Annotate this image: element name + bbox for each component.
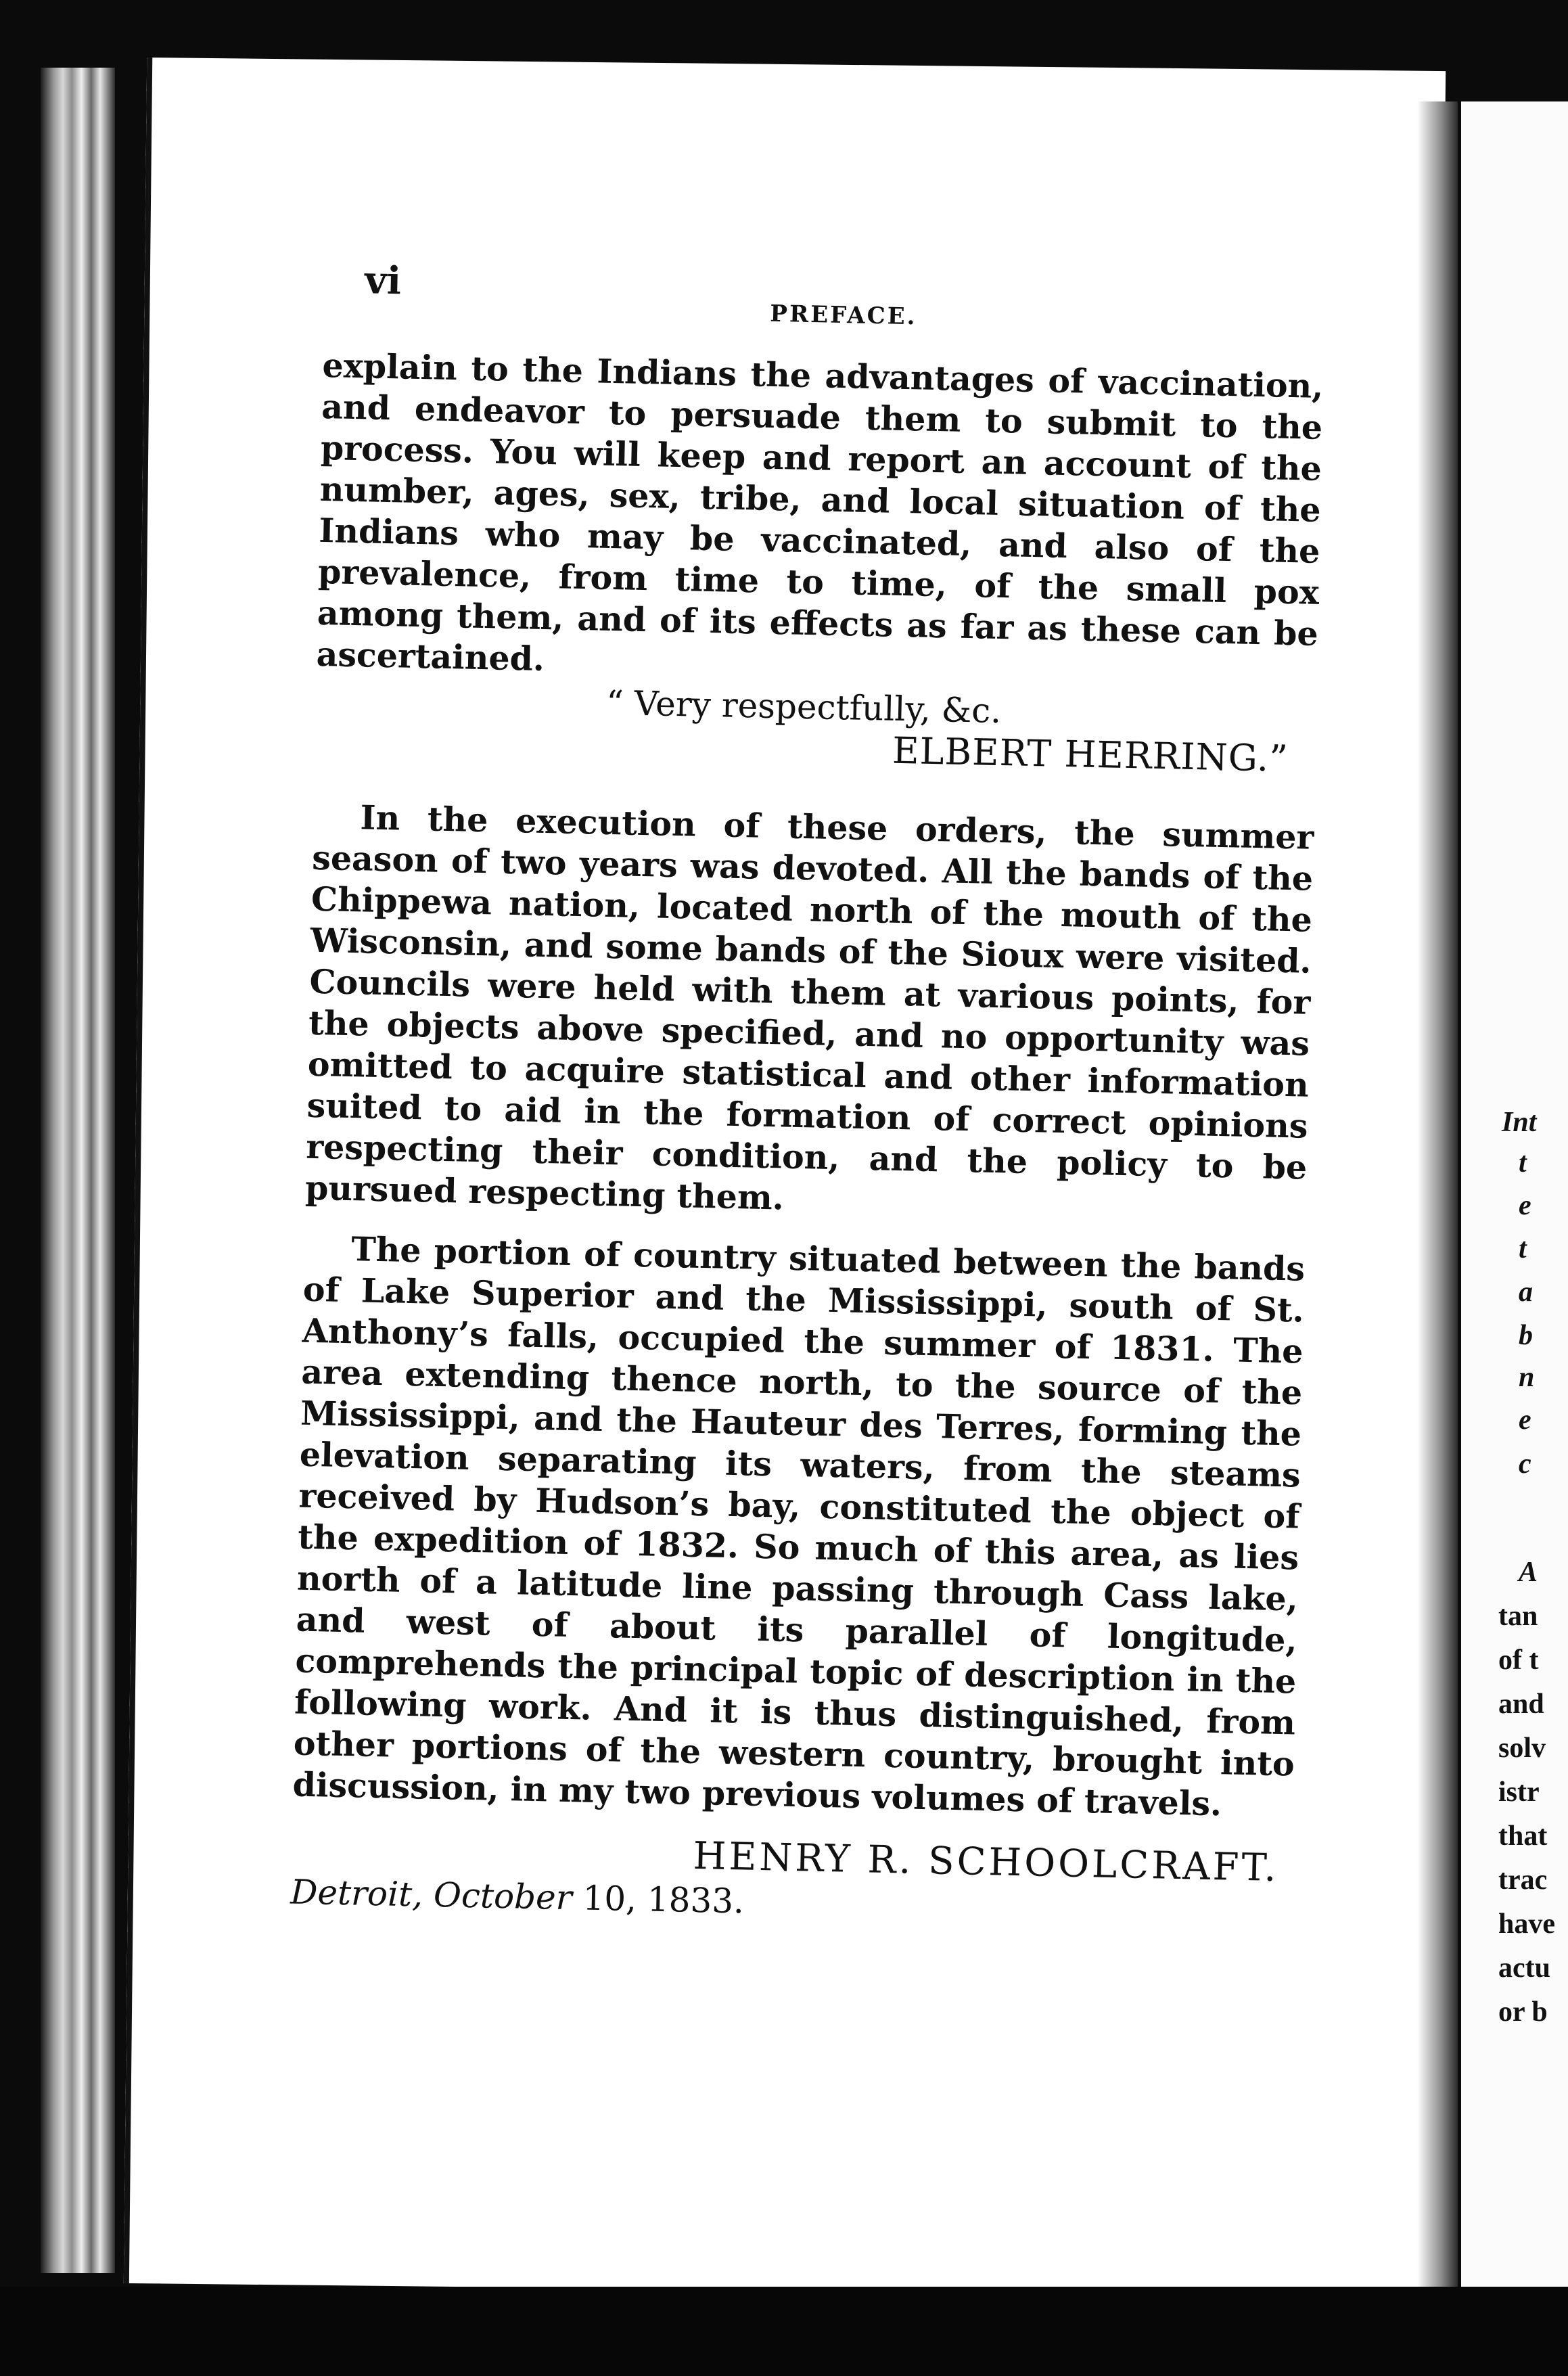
running-head: PREFACE. (769, 300, 917, 331)
facing-fragment: a (1519, 1277, 1533, 1308)
page-number: vi (364, 258, 402, 304)
scan-bottom-border (0, 2287, 1568, 2376)
facing-fragment: t (1519, 1147, 1527, 1179)
body-paragraph: The portion of country situated between the bands of Lake Superior and the Mississippi, south of St. Anthony’s falls, occupied the summer of 1831. The area extending thence north, to the source of the Mississippi, and the Hauteur des Terres, forming the elevation separating its waters, from the steams received by Hudson’s bay, constituted the object of the expedition of 1832. So much of this area, as lies north of a latitude line passing through Cass lake, and west of about its parallel of longitude, comprehends the principal topic of description in the following work. And it is thus distinguished, from other portions of the western country, brought into discussion, in my two previous volumes of travels. (292, 1229, 1306, 1824)
facing-fragment: istr (1498, 1777, 1540, 1808)
facing-fragment: e (1519, 1404, 1531, 1436)
facing-fragment: have (1498, 1909, 1555, 1940)
page-text-block (290, 257, 1326, 1932)
facing-fragment: n (1519, 1362, 1535, 1393)
facing-fragment: or b (1498, 1996, 1548, 2028)
facing-fragment: solv (1498, 1733, 1546, 1764)
facing-fragment: e (1519, 1190, 1531, 1221)
place: Detroit, October (290, 1872, 573, 1918)
date: 10, 1833. (582, 1878, 745, 1921)
facing-fragment: of t (1498, 1645, 1539, 1676)
letter-closing-text: explain to the Indians the advantages of vaccination, and endeavor to persuade them to submit to the process. You will keep and report an account of the number, ages, sex, tribe, and local situation of the Indians who may be vaccinated, and also of the prevalence, from time to time, of the small pox among them, and of its effects as far as these can be ascertained. (316, 345, 1324, 679)
facing-fragment: trac (1498, 1865, 1548, 1896)
letter-salutation: “ Very respectfully, &c. (605, 683, 1002, 731)
facing-fragment: and (1498, 1689, 1544, 1720)
facing-fragment: actu (1498, 1952, 1550, 1984)
body-paragraph: In the execution of these orders, the summer season of two years was devoted. All the bands of the Chippewa nation, located north of the mouth of the Wisconsin, and some bands of the Sioux were visited. Councils were held with them at various points, for the objects above specified, and no opportunity was omitted to acquire statistical and other information suited to aid in the formation of correct opinions respecting their condition, and the policy to be pursued respecting them. (304, 798, 1314, 1218)
facing-fragment: t (1519, 1233, 1527, 1264)
letter-signature: ELBERT HERRING.” (892, 729, 1289, 780)
facing-fragment: tan (1498, 1601, 1538, 1632)
facing-fragment: A (1519, 1557, 1538, 1588)
author-signature: HENRY R. SCHOOLCRAFT. (692, 1833, 1280, 1891)
book-gutter (41, 68, 115, 2273)
facing-fragment: that (1498, 1821, 1548, 1852)
page-edge-shadow (1417, 101, 1458, 2287)
facing-fragment: c (1519, 1448, 1531, 1480)
facing-page (1461, 101, 1568, 2300)
facing-fragment: b (1519, 1320, 1533, 1351)
facing-fragment: Int (1502, 1107, 1537, 1138)
